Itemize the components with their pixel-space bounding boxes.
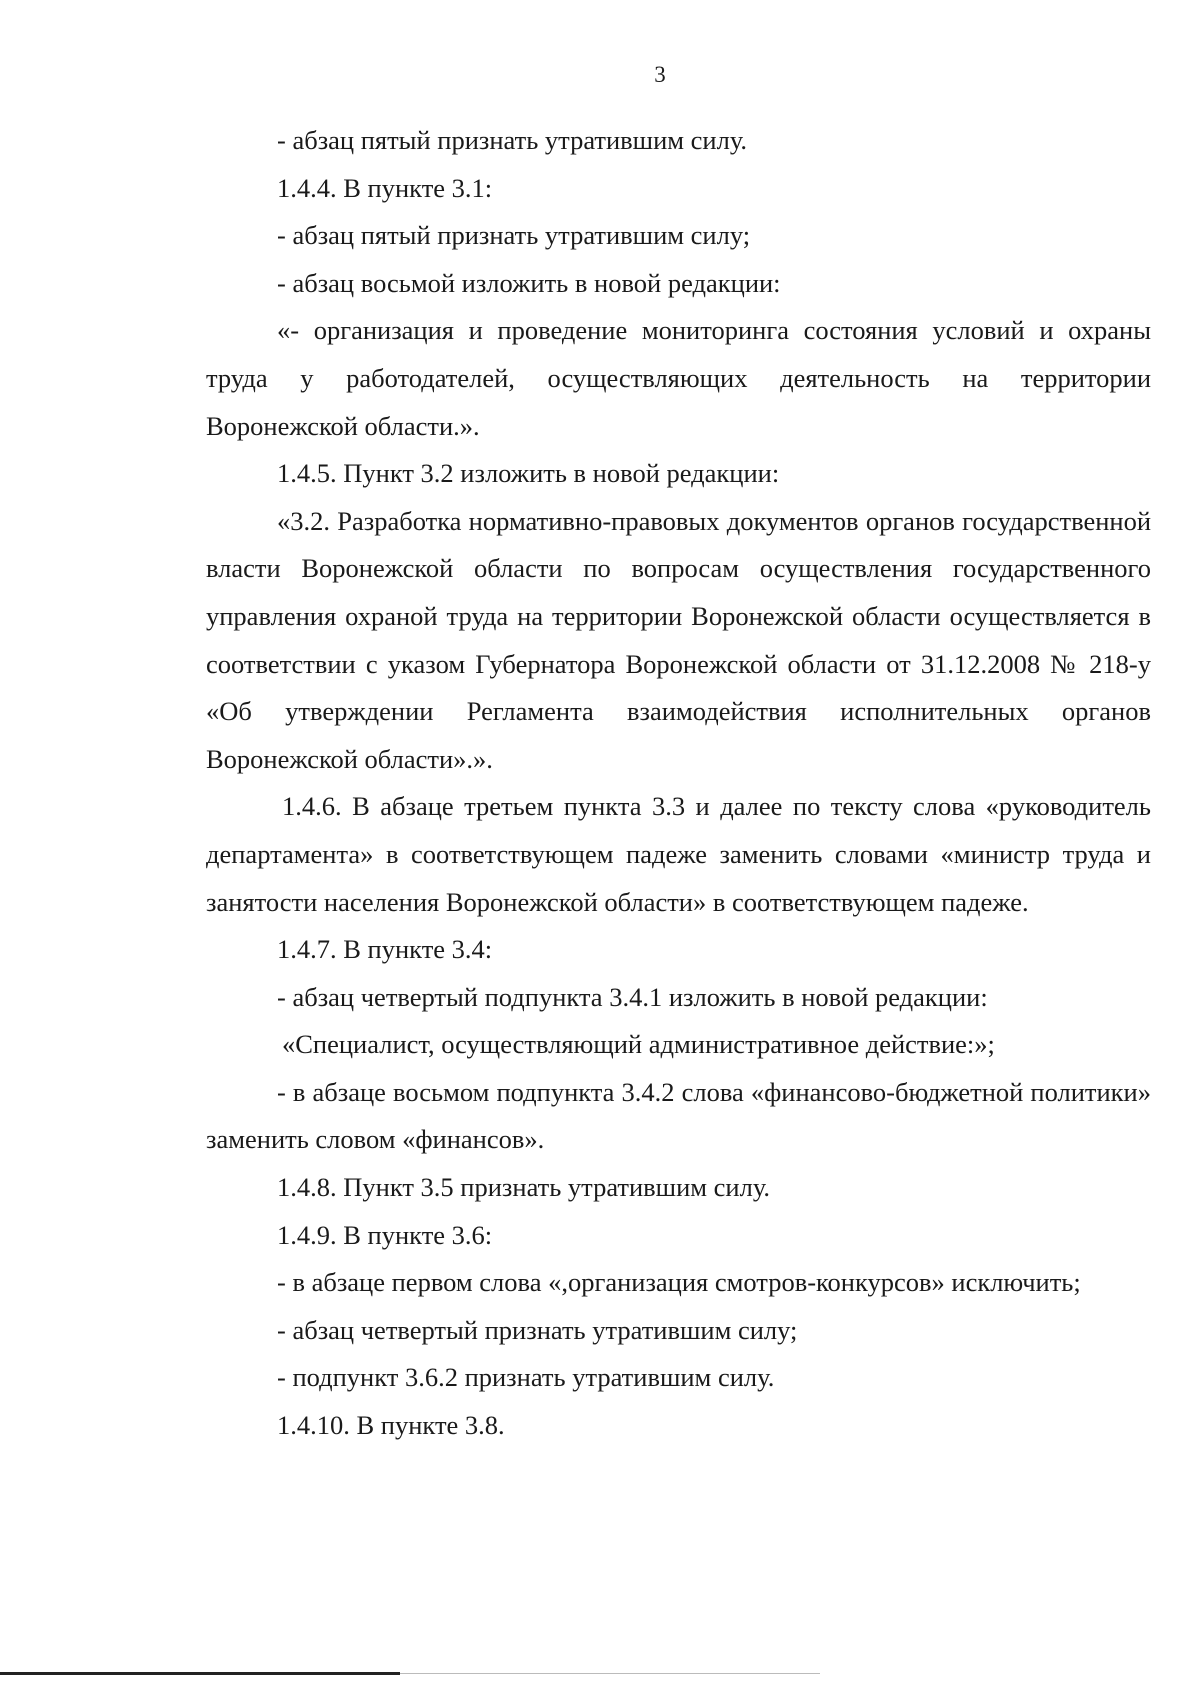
paragraph: - в абзаце восьмом подпункта 3.4.2 слова «финансово-бюджетной политики» заменить словом «финансов».: [206, 1076, 1151, 1155]
paragraph: - абзац восьмой изложить в новой редакции:: [277, 267, 781, 298]
paragraph: - подпункт 3.6.2 признать утратившим силу.: [277, 1362, 775, 1393]
paragraph: - абзац пятый признать утратившим силу.: [277, 125, 748, 155]
paragraph: - в абзаце первом слова «,организация смотров-конкурсов» исключить;: [277, 1267, 1081, 1298]
paragraph: 1.4.6. В абзаце третьем пункта 3.3 и далее по тексту слова «руководитель департамента» в соответствующем падеже заменить словами «министр труда и занятости населения Воронежской области» в соответствующем падеже.: [206, 791, 1151, 917]
paragraph: 1.4.10. В пункте 3.8.: [277, 1410, 505, 1441]
paragraph: 1.4.4. В пункте 3.1:: [277, 172, 493, 203]
footer-rule: [0, 1672, 400, 1675]
paragraph: - абзац четвертый подпункта 3.4.1 изложить в новой редакции:: [277, 981, 988, 1012]
paragraph: 1.4.5. Пункт 3.2 изложить в новой редакции:: [277, 458, 780, 489]
paragraph: 1.4.7. В пункте 3.4:: [277, 934, 493, 965]
paragraph: «Специалист, осуществляющий административное действие:»;: [282, 1029, 995, 1060]
paragraph: 1.4.8. Пункт 3.5 признать утратившим силу.: [277, 1172, 771, 1203]
paragraph: 1.4.9. В пункте 3.6:: [277, 1219, 493, 1250]
paragraph: «3.2. Разработка нормативно-правовых документов органов государственной власти Воронежской области по вопросам осуществления государственного управления охраной труда на территории Воронежской области осуществляется в соответствии с указом Губернатора Воронежской области от 31.12.2008 № 218-у «Об утверждении Регламента взаимодействия исполнительных органов Воронежской области».».: [206, 505, 1151, 774]
footer-rule-faint: [400, 1673, 820, 1674]
document-body: [206, 117, 1151, 1450]
page-number: 3: [654, 62, 666, 87]
paragraph: - абзац пятый признать утратившим силу;: [277, 220, 751, 251]
paragraph: - абзац четвертый признать утратившим силу;: [277, 1314, 798, 1345]
paragraph: «- организация и проведение мониторинга состояния условий и охраны труда у работодателей, осуществляющих деятельность на территории Воронежской области.».: [206, 315, 1151, 441]
